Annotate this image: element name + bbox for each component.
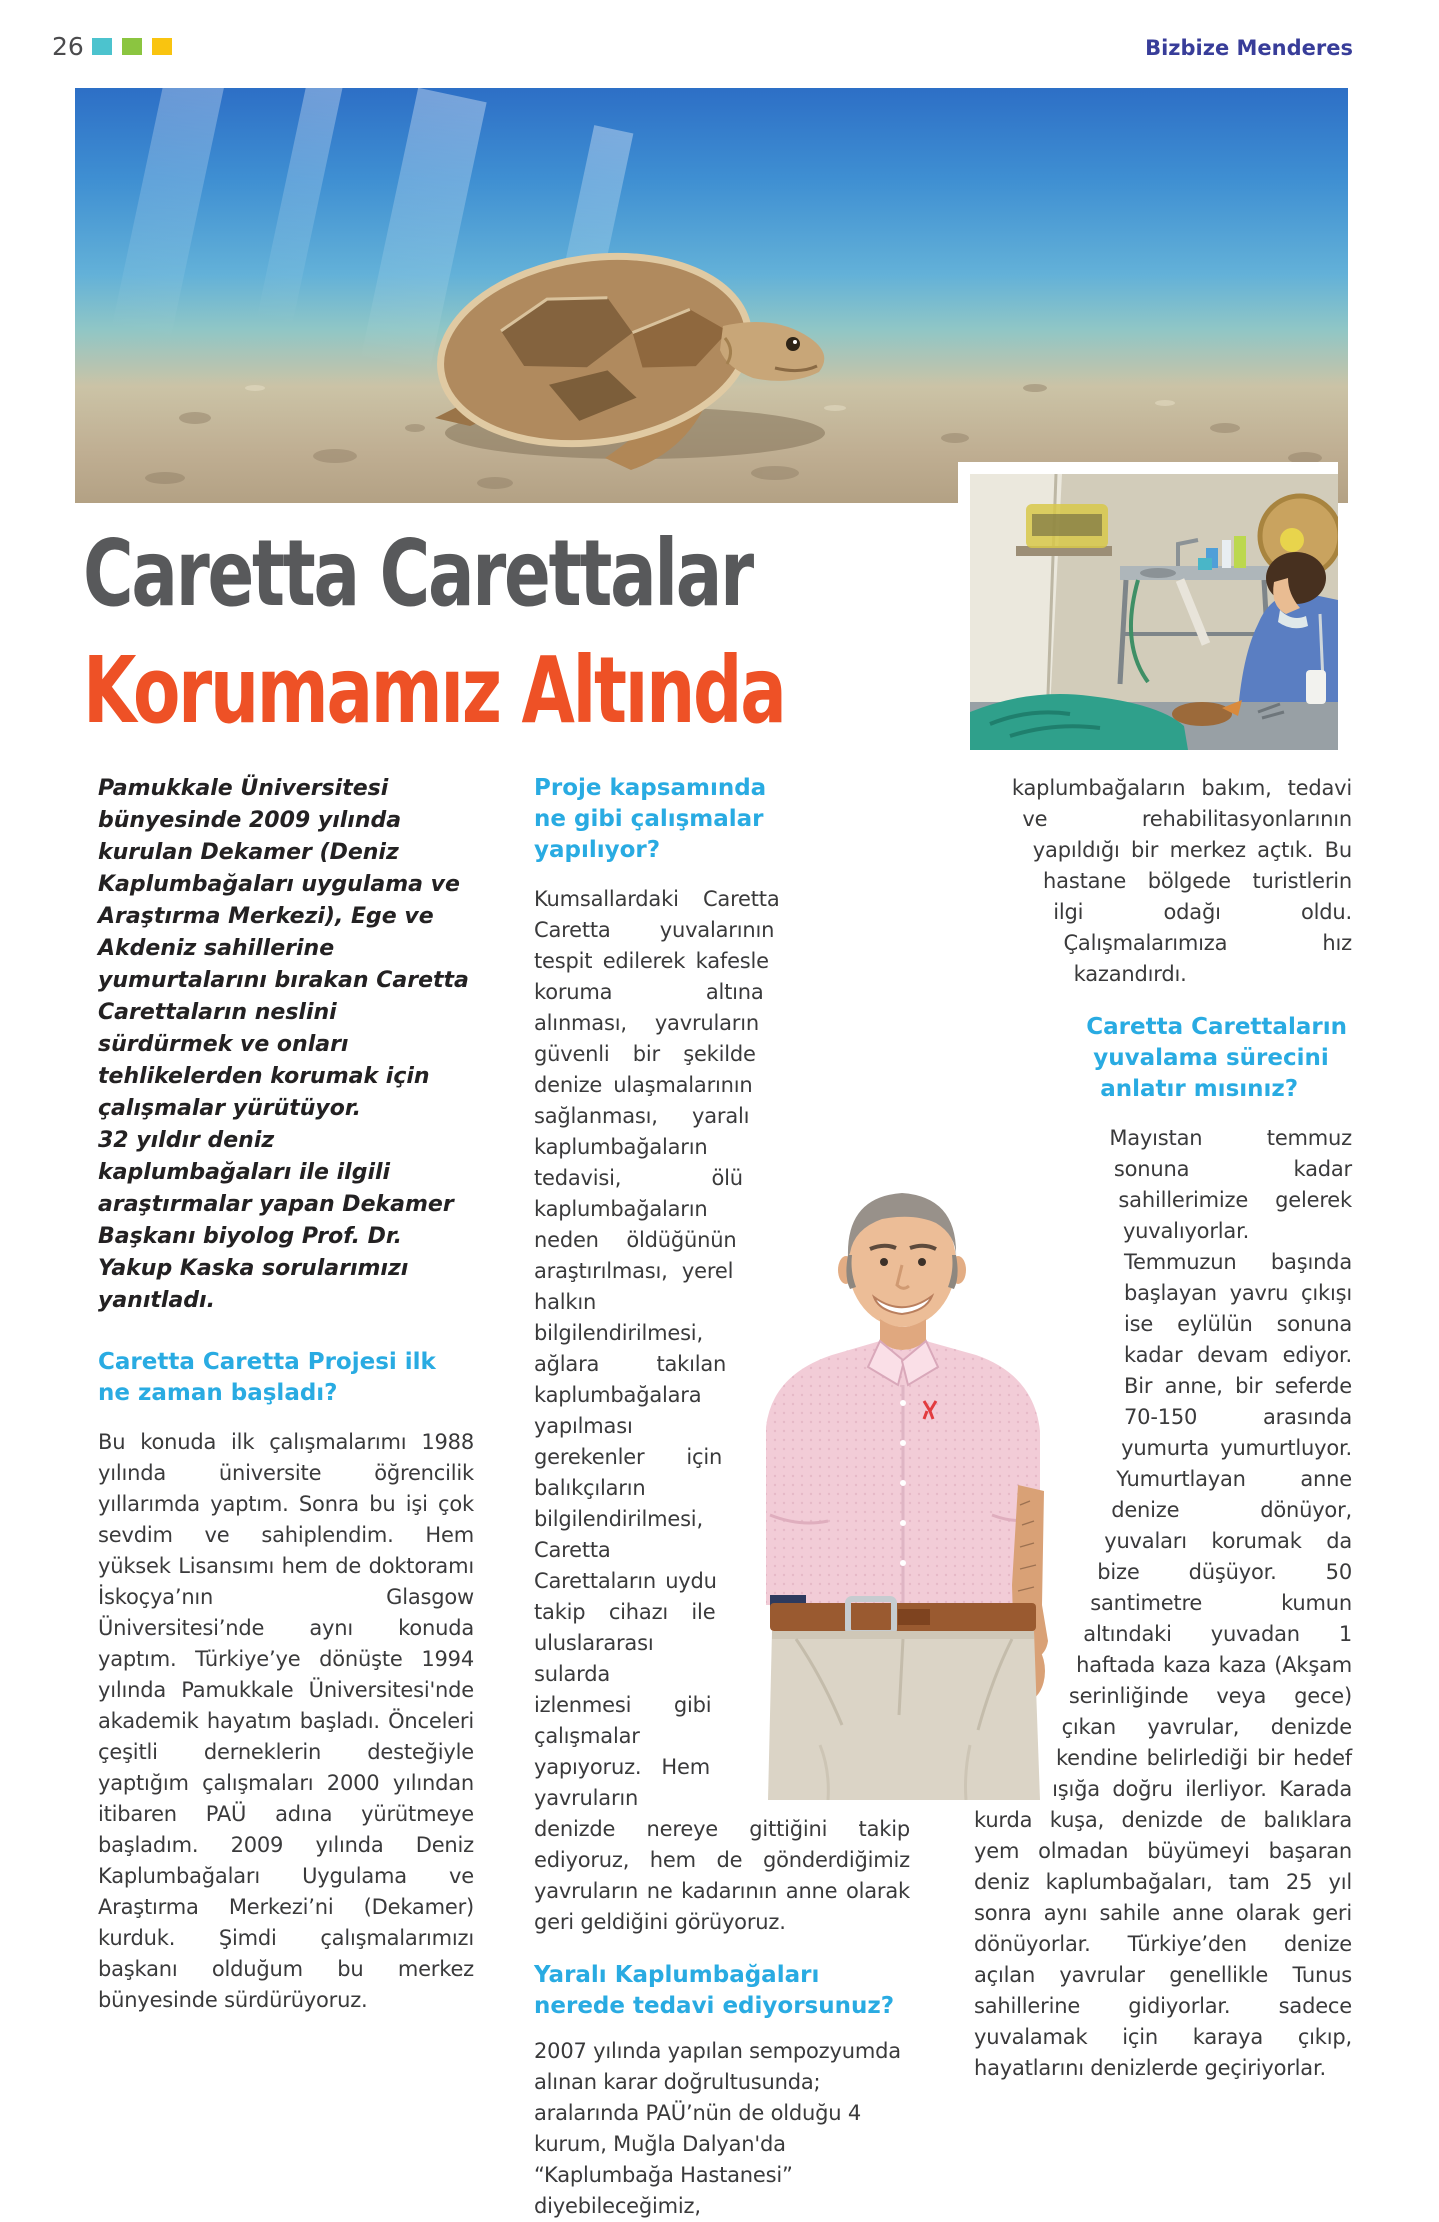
answer-paragraph-3: 2007 yılında yapılan sempozyumda alınan karar doğrultusunda; aralarında PAÜ’nün de olduğu 4 kurum, Muğla Dalyan'da “Kaplumbağa Hastanesi” diyebileceğimiz, bbox=[534, 2039, 901, 2218]
intro-paragraph-2: 32 yıldır deniz kaplumbağaları ile ilgili araştırmalar yapan Dekamer Başkanı biyolog Prof. Dr. Yakup Kaska sorularımızı yanıtladı. bbox=[98, 1128, 454, 1313]
column-1 bbox=[98, 773, 474, 2016]
decor-square-teal-icon bbox=[92, 38, 112, 55]
answer-paragraph-5: Mayıstan temmuz sonuna kadar sahillerimize gelerek yuvalıyorlar. Temmuzun başında başlayan yavru çıkışı ise eylülün sonuna kadar devam ediyor. Bir anne, bir seferde 70-150 arasında yumurta yumurtluyor. Yumurtlayan anne denize dönüyor, yuvaları korumak da bize düşüyor. 50 santimetre kumun altındaki yuvadan 1 haftada kaza kaza (Akşam serinliğinde veya gece) çıkan yavrular, denizde kendine belirlediği bir hedef ışığa doğru ilerliyor. Karada kurda kuşa, denizde de balıklara yem olmadan büyümeyi başaran deniz kaplumbağaları, tam 25 yıl sonra aynı sahile anne olarak geri dönüyorlar. Türkiye’den denize açılan yavrular genellikle Tunus sahillerine gidiyorlar. sadece yuvalamak için karaya çıkıp, hayatlarını denizlerde geçiriyorlar. bbox=[974, 1126, 1352, 2080]
decor-squares bbox=[92, 38, 177, 59]
question-subhead-2: Proje kapsamında ne gibi çalışmalar yapılıyor? bbox=[534, 775, 767, 863]
turtle-surgery-illustration bbox=[970, 474, 1338, 750]
yakup-kaska-portrait bbox=[700, 1185, 1095, 1800]
sea-turtle-photo bbox=[75, 88, 1348, 503]
headline-line-1 bbox=[83, 520, 975, 627]
yakup-kaska-illustration bbox=[700, 1185, 1095, 1800]
headline-line-2-text: Korumamız Altında bbox=[83, 637, 785, 744]
question-subhead-3: Yaralı Kaplumbağaları nerede tedavi ediyorsunuz? bbox=[534, 1962, 895, 2019]
headline-line-2 bbox=[83, 637, 1018, 744]
page-number: 26 bbox=[52, 32, 84, 61]
decor-square-green-icon bbox=[122, 38, 142, 55]
answer-paragraph-2: Kumsallardaki Caretta Caretta yuvalarının tespit edilerek kafesle koruma altına alınması, yavruların güvenli bir şekilde denize ulaşmalarının sağlanması, yaralı kaplumbağaların tedavisi, ölü kaplumbağaların neden öldüğünün araştırılması, yerel halkın bilgilendirilmesi, ağlara takılan kaplumbağalara yapılması gerekenler için balıkçıların bilgilendirilmesi, Caretta Carettaların uydu takip cihazı ile uluslararası sularda izlenmesi gibi çalışmalar yapıyoruz. Hem yavruların denizde nereye gittiğini takip ediyoruz, hem de gönderdiğimiz yavruların ne kadarının anne olarak geri geldiğini görüyoruz. bbox=[534, 887, 910, 1934]
question-subhead-1: Caretta Caretta Projesi ilk ne zaman başladı? bbox=[98, 1349, 436, 1406]
magazine-brand: Bizbize Menderes bbox=[1145, 36, 1353, 60]
answer-paragraph-1: Bu konuda ilk çalışmalarımı 1988 yılında üniversite öğrencilik yıllarımda yaptım. Sonra bu işi çok sevdim ve sahiplendim. Hem yüksek Lisansımı hem de doktoramı İskoçya’nın Glasgow Üniversitesi’nde aynı konuda yaptım. Türkiye’ye dönüşte 1994 yılında Pamukkale Üniversitesi'nde akademik hayatım başladı. Önceleri çeşitli derneklerin desteğiyle yaptığım çalışmaları 2000 yılından itibaren PAÜ adına yürütmeye başladım. 2009 yılında Deniz Kaplumbağaları Uygulama ve Araştırma Merkezi’ni (Dekamer) kurduk. Şimdi çalışmalarımızı başkanı olduğum bu merkez bünyesinde sürdürüyoruz. bbox=[98, 1430, 474, 2012]
question-subhead-4: Caretta Carettaların yuvalama sürecini anlatır mısınız? bbox=[1086, 1014, 1347, 1102]
answer-paragraph-4: kaplumbağaların bakım, tedavi ve rehabilitasyonlarının yapıldığı bir merkez açtık. Bu hastane bölgede turistlerin ilgi odağı oldu. Çalışmalarımıza hız kazandırdı. bbox=[1011, 776, 1352, 986]
intro-paragraph-1: Pamukkale Üniversitesi bünyesinde 2009 yılında kurulan Dekamer (Deniz Kaplumbağaları uygulama ve Araştırma Merkezi), Ege ve Akdeniz sahillerine yumurtalarını bırakan Caretta Carettaların neslini sürdürmek ve onları tehlikelerden korumak için çalışmalar yürütüyor. bbox=[98, 776, 469, 1121]
sea-turtle-illustration bbox=[75, 88, 1348, 503]
headline-line-1-text: Caretta Carettalar bbox=[83, 520, 752, 627]
decor-square-yellow-icon bbox=[152, 38, 172, 55]
page-header bbox=[0, 28, 1439, 68]
